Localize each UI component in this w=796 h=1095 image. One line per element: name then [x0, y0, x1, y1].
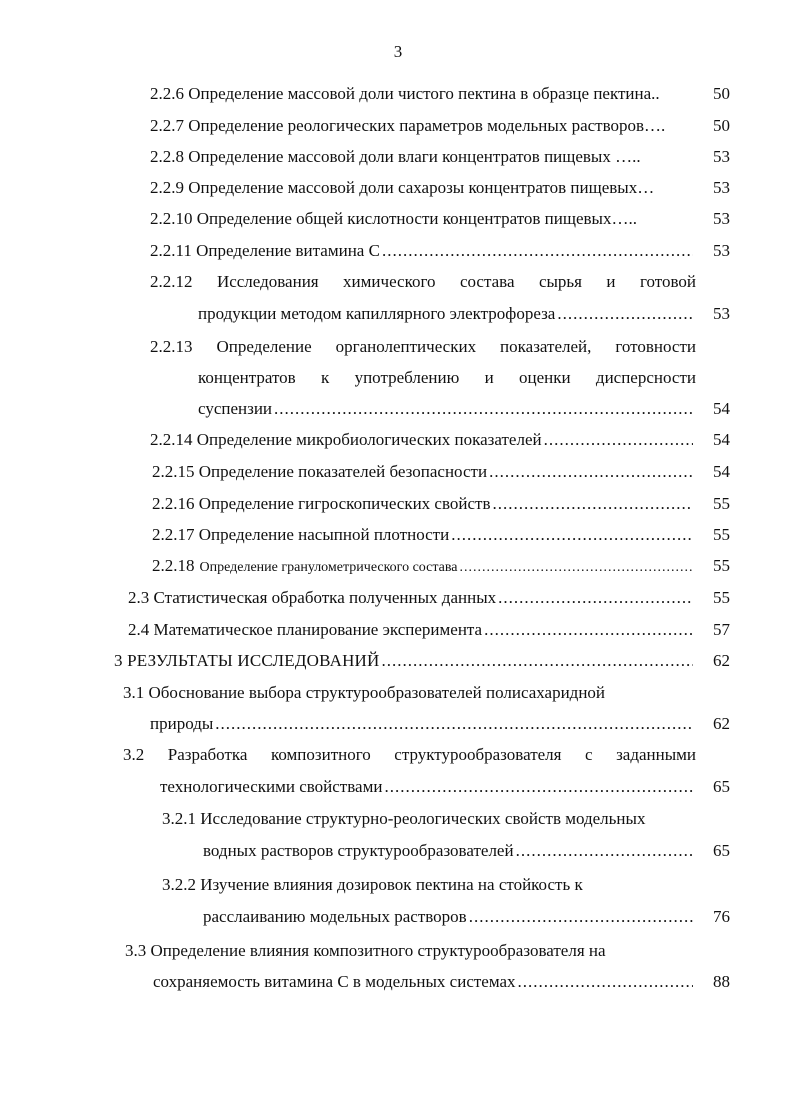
- toc-page-number: 54: [713, 462, 730, 481]
- toc-entry-2-2-17: [152, 523, 695, 547]
- toc-entry-text: 3.2 Разработка композитного структурообразователя с заданными: [123, 745, 696, 764]
- toc-entry-chapter-3: [114, 649, 695, 673]
- toc-leader-dots: [493, 492, 694, 516]
- toc-entry-2-2-12-line1: [150, 270, 696, 294]
- toc-entry-text: расслаиванию модельных растворов: [203, 907, 467, 926]
- toc-entry-3-2-2-line2: [203, 905, 695, 929]
- toc-entry-text: 3.3 Определение влияния композитного структурообразователя на: [125, 941, 606, 960]
- toc-entry-2-2-18: [152, 554, 695, 578]
- toc-page-number: 65: [713, 841, 730, 860]
- toc-entry-text: 2.2.17 Определение насыпной плотности: [152, 525, 450, 544]
- toc-entry-2-2-10: [150, 207, 695, 231]
- toc-entry-text: 2.2.13 Определение органолептических показателей, готовности: [150, 337, 696, 356]
- toc-leader-dots: [544, 428, 693, 452]
- toc-entry-2-2-13-line3: [198, 397, 695, 421]
- toc-page-number: 53: [713, 209, 730, 228]
- toc-entry-text: концентратов к употреблению и оценки дисперсности: [198, 368, 696, 387]
- toc-entry-text: 2.2.12 Исследования химического состава сырья и готовой: [150, 272, 696, 291]
- toc-leader-dots: [469, 905, 693, 929]
- toc-entry-number: 2.2.18: [152, 556, 195, 575]
- toc-entry-text: 2.2.11 Определение витамина С: [150, 241, 380, 260]
- toc-entry-text: суспензии: [198, 399, 273, 418]
- toc-entry-text: 2.2.14 Определение микробиологических показателей: [150, 430, 542, 449]
- toc-entry-text: 2.2.7 Определение реологических параметров модельных растворов….: [150, 116, 666, 135]
- toc-entry-text: продукции методом капиллярного электрофореза: [198, 304, 556, 323]
- toc-entry-3-3-line1: [125, 939, 685, 963]
- toc-entry-3-3-line2: [153, 970, 695, 994]
- toc-leader-dots: [451, 523, 693, 547]
- toc-entry-2-2-11: [150, 239, 695, 263]
- toc-page-number: 62: [713, 714, 730, 733]
- toc-page-number: 76: [713, 907, 730, 926]
- toc-page-number: 55: [713, 556, 730, 575]
- toc-entry-2-4: [128, 618, 695, 642]
- toc-entry-3-2-1-line2: [203, 839, 695, 863]
- toc-page-number: 62: [713, 651, 730, 670]
- toc-leader-dots: [274, 397, 693, 421]
- toc-page-number: 57: [713, 620, 730, 639]
- toc-page-number: 53: [713, 241, 730, 260]
- toc-page-number: 54: [713, 430, 730, 449]
- toc-page-number: 55: [713, 494, 730, 513]
- page-number: 3: [393, 42, 403, 61]
- toc-leader-dots: [518, 970, 693, 994]
- toc-entry-3-1-line1: [123, 681, 683, 705]
- toc-entry-2-2-7: [150, 114, 695, 138]
- toc-page-number: 53: [713, 178, 730, 197]
- toc-page-number: 65: [713, 777, 730, 796]
- toc-page-number: 88: [713, 972, 730, 991]
- toc-leader-dots: [382, 239, 693, 263]
- toc-entry-3-2-2-line1: [162, 873, 682, 897]
- toc-entry-text: технологическими свойствами: [160, 777, 383, 796]
- toc-entry-text: 2.2.15 Определение показателей безопасности: [152, 462, 488, 481]
- toc-entry-2-2-6: [150, 82, 690, 106]
- toc-page-number: 50: [713, 116, 730, 135]
- toc-entry-2-2-9: [150, 176, 695, 200]
- toc-entry-text: 2.2.8 Определение массовой доли влаги концентратов пищевых …..: [150, 147, 641, 166]
- toc-entry-text: 3.1 Обоснование выбора структурообразователей полисахаридной: [123, 683, 606, 702]
- toc-entry-2-2-13-line2: [198, 366, 696, 390]
- toc-entry-2-2-14: [150, 428, 695, 452]
- toc-entry-2-3: [128, 586, 695, 610]
- toc-page-number: 55: [713, 588, 730, 607]
- toc-entry-2-2-13-line1: [150, 335, 696, 359]
- toc-page-number: 54: [713, 399, 730, 418]
- toc-entry-2-2-12-line2: [198, 302, 695, 326]
- toc-entry-text: 2.3 Статистическая обработка полученных данных: [128, 588, 497, 607]
- toc-leader-dots: [384, 775, 693, 799]
- toc-entry-2-2-15: [152, 460, 695, 484]
- toc-leader-dots: [215, 712, 693, 736]
- toc-entry-text: 2.2.16 Определение гигроскопических свойств: [152, 494, 491, 513]
- toc-entry-text: 3.2.1 Исследование структурно-реологических свойств модельных: [162, 809, 646, 828]
- toc-entry-text: 2.2.10 Определение общей кислотности концентратов пищевых…..: [150, 209, 637, 228]
- toc-entry-text: 3 РЕЗУЛЬТАТЫ ИССЛЕДОВАНИЙ: [114, 651, 380, 670]
- toc-page-number: 53: [713, 304, 730, 323]
- toc-leader-dots: [460, 556, 694, 580]
- toc-entry-text: Определение гранулометрического состава: [199, 560, 458, 575]
- toc-entry-text: 3.2.2 Изучение влияния дозировок пектина на стойкость к: [162, 875, 583, 894]
- toc-leader-dots: [498, 586, 693, 610]
- toc-entry-3-2-line2: [160, 775, 695, 799]
- toc-entry-text: 2.2.6 Определение массовой доли чистого пектина в образце пектина..: [150, 84, 660, 103]
- toc-entry-2-2-16: [152, 492, 695, 516]
- toc-page-number: 50: [713, 84, 730, 103]
- toc-entry-3-2-1-line1: [162, 807, 696, 831]
- toc-page-number: 53: [713, 147, 730, 166]
- toc-entry-text: природы: [150, 714, 214, 733]
- toc-leader-dots: [484, 618, 693, 642]
- toc-entry-2-2-8: [150, 145, 695, 169]
- toc-entry-text: 2.4 Математическое планирование эксперимента: [128, 620, 483, 639]
- toc-entry-3-1-line2: [150, 712, 695, 736]
- toc-page-number: 55: [713, 525, 730, 544]
- toc-leader-dots: [382, 649, 694, 673]
- toc-entry-text: 2.2.9 Определение массовой доли сахарозы концентратов пищевых…: [150, 178, 655, 197]
- toc-leader-dots: [489, 460, 693, 484]
- toc-leader-dots: [516, 839, 693, 863]
- toc-entry-text: сохраняемость витамина С в модельных системах: [153, 972, 516, 991]
- toc-entry-3-2-line1: [123, 743, 696, 767]
- toc-entry-text: водных растворов структурообразователей: [203, 841, 514, 860]
- toc-leader-dots: [557, 302, 693, 326]
